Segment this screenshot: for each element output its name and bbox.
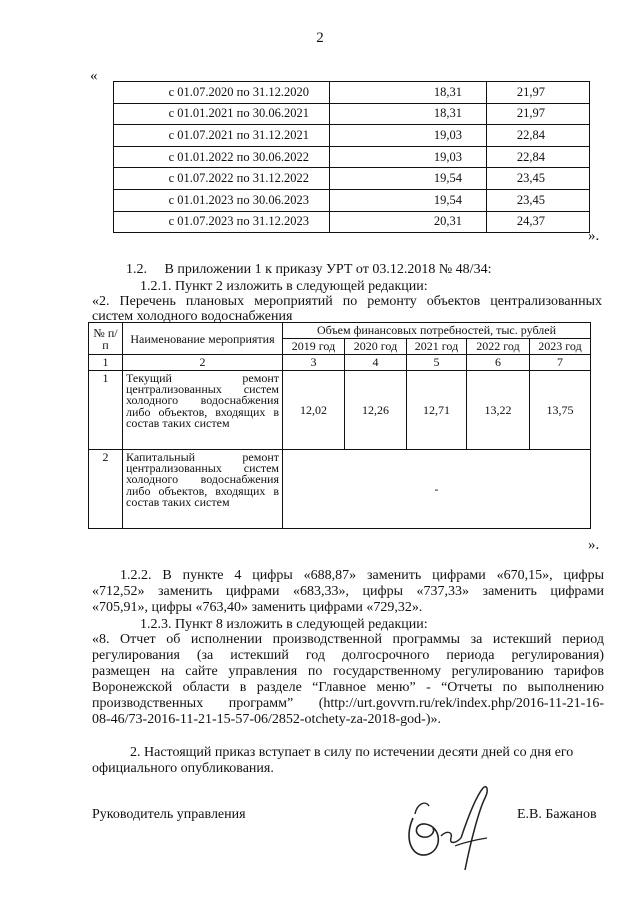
tariff-period-cell: с 01.01.2022 по 30.06.2022 xyxy=(114,146,330,168)
point-8-line: Воронежской области в разделе “Главное меню” - “Отчеты по выполнению xyxy=(92,680,604,695)
signer-name: Е.В. Бажанов xyxy=(517,807,597,822)
section-1-2-2-line: «712,52» заменить цифрами «683,33», цифры «737,33» заменить цифрами xyxy=(92,584,604,599)
section-1-2-1: 1.2.1. Пункт 2 изложить в следующей редакции: xyxy=(140,279,428,294)
section-1-2: 1.2. В приложении 1 к приказу УРТ от 03.12.2018 № 48/34: xyxy=(126,262,492,277)
index-cell: 2 xyxy=(123,355,283,371)
col-num-header: № п/п xyxy=(89,323,123,355)
row-value: 12,71 xyxy=(407,371,467,450)
signer-title: Руководитель управления xyxy=(92,807,246,822)
row-num: 2 xyxy=(89,450,123,529)
year-header: 2019 год xyxy=(283,339,345,355)
section-2-line: 2. Настоящий приказ вступает в силу по истечении десяти дней со дня его xyxy=(130,745,574,760)
point-8-line: производственных программ” (http://urt.govvrn.ru/rek/index.php/2016-11-21-16- xyxy=(92,696,604,711)
table-row xyxy=(114,103,590,125)
point-8-line: 08-46/73-2016-11-21-15-57-06/2852-otchety-za-2018-god-)». xyxy=(92,712,442,727)
year-header: 2021 год xyxy=(407,339,467,355)
table-row xyxy=(89,371,591,450)
page-number: 2 xyxy=(316,30,324,46)
list-title-line2: систем холодного водоснабжения xyxy=(92,309,293,324)
list-title-line1: «2. Перечень плановых мероприятий по ремонту объектов централизованных xyxy=(92,294,602,309)
tariff-value-1-cell: 20,31 xyxy=(330,211,487,233)
handwritten-signature xyxy=(395,780,505,875)
col-name-header: Наименование мероприятия xyxy=(123,323,283,355)
tariff-value-2-cell: 21,97 xyxy=(487,82,590,104)
index-cell: 3 xyxy=(283,355,345,371)
table-row xyxy=(89,450,591,529)
table-row xyxy=(114,125,590,147)
table-row xyxy=(114,211,590,233)
table-row xyxy=(114,146,590,168)
row-merged-value: - xyxy=(283,450,591,529)
index-cell: 4 xyxy=(345,355,407,371)
row-value: 13,22 xyxy=(467,371,530,450)
tariff-value-2-cell: 23,45 xyxy=(487,189,590,211)
tariff-value-1-cell: 19,54 xyxy=(330,168,487,190)
tariff-value-2-cell: 22,84 xyxy=(487,146,590,168)
tariff-value-2-cell: 24,37 xyxy=(487,211,590,233)
year-header: 2022 год xyxy=(467,339,530,355)
tariff-period-cell: с 01.07.2020 по 31.12.2020 xyxy=(114,82,330,104)
point-8-text xyxy=(92,632,604,728)
col-finance-header: Объем финансовых потребностей, тыс. рублей xyxy=(283,323,591,339)
table-row xyxy=(114,189,590,211)
close-quote-1: ». xyxy=(588,228,600,244)
tariff-table xyxy=(113,81,590,233)
row-name: Капитальный ремонт централизованных систем холодного водоснабжения либо объектов, входящих в состав таких систем xyxy=(123,450,283,529)
index-cell: 7 xyxy=(530,355,591,371)
section-1-2-2-line: «705,91», цифры «763,40» заменить цифрами «729,32». xyxy=(92,600,423,615)
row-value: 12,26 xyxy=(345,371,407,450)
row-value: 13,75 xyxy=(530,371,591,450)
section-2 xyxy=(92,745,604,777)
tariff-value-1-cell: 18,31 xyxy=(330,103,487,125)
tariff-period-cell: с 01.07.2022 по 31.12.2022 xyxy=(114,168,330,190)
index-cell: 1 xyxy=(89,355,123,371)
close-quote-2: ». xyxy=(588,537,600,553)
year-header: 2020 год xyxy=(345,339,407,355)
tariff-value-2-cell: 23,45 xyxy=(487,168,590,190)
section-1-2-2 xyxy=(92,568,604,616)
section-2-line: официального опубликования. xyxy=(92,761,274,776)
section-1-2-2-line: 1.2.2. В пункте 4 цифры «688,87» заменить цифрами «670,15», цифры xyxy=(120,568,604,583)
tariff-value-1-cell: 19,54 xyxy=(330,189,487,211)
index-cell: 6 xyxy=(467,355,530,371)
year-header: 2023 год xyxy=(530,339,591,355)
tariff-period-cell: с 01.01.2023 по 30.06.2023 xyxy=(114,189,330,211)
table-row xyxy=(114,82,590,104)
point-8-line: «8. Отчет об исполнении производственной программы за истекший период xyxy=(92,632,604,647)
row-num: 1 xyxy=(89,371,123,450)
tariff-value-2-cell: 22,84 xyxy=(487,125,590,147)
row-name: Текущий ремонт централизованных систем холодного водоснабжения либо объектов, входящих в состав таких систем xyxy=(123,371,283,450)
table-row xyxy=(114,168,590,190)
point-8-line: размещен на сайте управления по государственному регулированию тарифов xyxy=(92,664,604,679)
measures-table xyxy=(88,322,591,529)
tariff-value-1-cell: 19,03 xyxy=(330,125,487,147)
tariff-period-cell: с 01.07.2021 по 31.12.2021 xyxy=(114,125,330,147)
tariff-value-1-cell: 18,31 xyxy=(330,82,487,104)
tariff-value-2-cell: 21,97 xyxy=(487,103,590,125)
index-cell: 5 xyxy=(407,355,467,371)
section-1-2-3: 1.2.3. Пункт 8 изложить в следующей редакции: xyxy=(140,617,428,632)
tariff-value-1-cell: 19,03 xyxy=(330,146,487,168)
row-value: 12,02 xyxy=(283,371,345,450)
point-8-line: регулирования (за истекший год долгосрочного периода регулирования) xyxy=(92,648,604,663)
tariff-period-cell: с 01.01.2021 по 30.06.2021 xyxy=(114,103,330,125)
tariff-period-cell: с 01.07.2023 по 31.12.2023 xyxy=(114,211,330,233)
open-quote: « xyxy=(90,68,98,84)
